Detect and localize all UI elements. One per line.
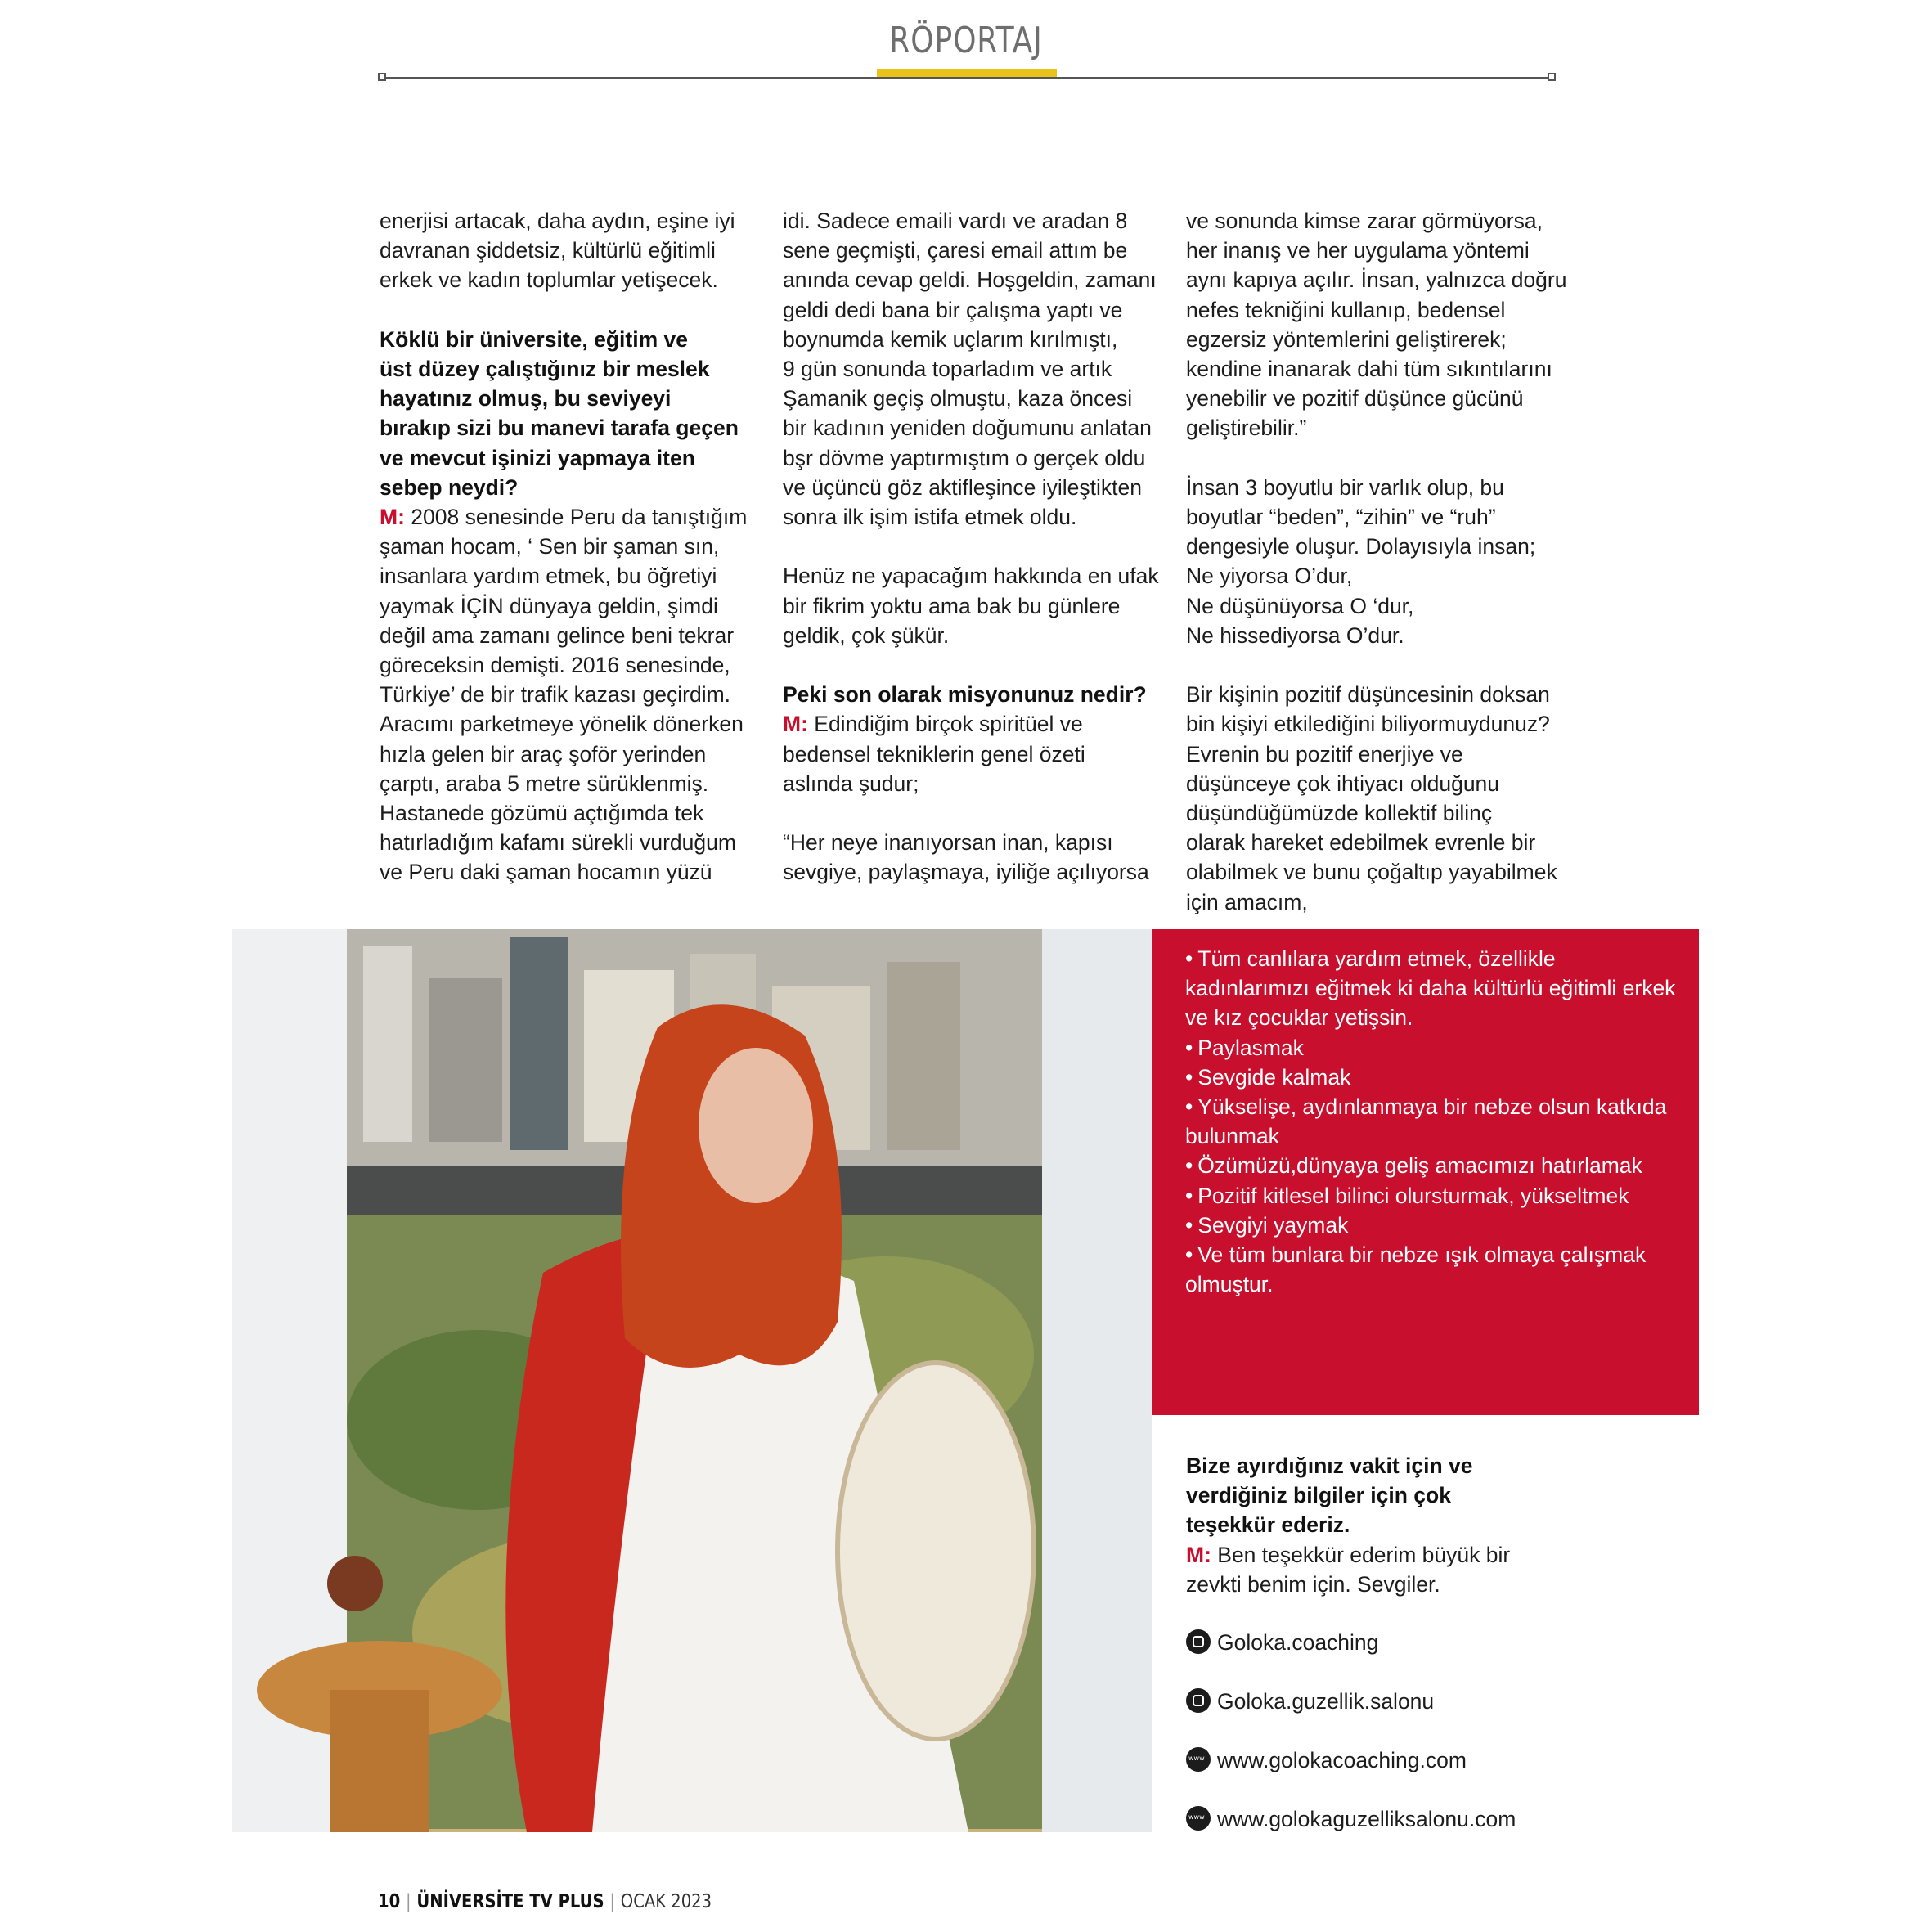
instagram-link-salon[interactable]: Goloka.guzellik.salonu: [1186, 1687, 1434, 1716]
interview-answer: M: Ben teşekkür ederim büyük bir zevkti benim için. Sevgiler.: [1186, 1542, 1511, 1597]
article-column-1: [380, 206, 756, 887]
interview-answer: M: 2008 senesinde Peru da tanıştığım şaman hocam, ‘ Sen bir şaman sın, insanlara yardım etmek, bu öğretiyi yaymak İÇİN dünyaya geldin, şimdi değil ama zamanı gelince beni tekrar göreceksin demişti. 2016 senesinde, Türkiye’ de bir trafik kazası geçirdim. Aracımı parketmeye yönelik dönerken hızla gelen bir araç şoför yerinden çarptı, araba 5 metre sürüklenmiş. Hastanede gözümü açtığımda tek hatırladığım kafamı sürekli vurduğum ve Peru daki şaman hocamın yüzü: [380, 505, 748, 885]
website-link-coaching[interactable]: wwwwww.golokacoaching.com: [1186, 1746, 1467, 1775]
interview-question: Bize ayırdığınız vakit için ve verdiğiniz bilgiler için çok teşekkür ederiz.: [1186, 1453, 1473, 1538]
list-item: • Yükselişe, aydınlanmaya bir nebze olsun katkıda bulunmak: [1185, 1092, 1676, 1151]
page-number: 10: [378, 1891, 401, 1912]
speaker-label: M:: [380, 505, 405, 530]
instagram-link-coaching[interactable]: Goloka.coaching: [1186, 1628, 1378, 1657]
header-rule-end-left: [378, 73, 386, 81]
instagram-icon: [1186, 1629, 1211, 1654]
speaker-label: M:: [783, 712, 808, 737]
list-item: • Sevgiyi yaymak: [1185, 1211, 1676, 1240]
list-item: • Ve tüm bunlara bir nebze ışık olmaya çalışmak olmuştur.: [1185, 1240, 1676, 1299]
web-icon: [1186, 1747, 1211, 1772]
portrait-photo: [232, 929, 1152, 1832]
header-rule: [381, 77, 1552, 79]
interview-question: Peki son olarak misyonunuz nedir?: [783, 682, 1147, 708]
web-icon: [1186, 1806, 1211, 1831]
list-item: • Özümüzü,dünyaya geliş amacımızı hatırlamak: [1185, 1151, 1676, 1180]
interview-question: Köklü bir üniversite, eğitim ve üst düzey çalıştığınız bir meslek hayatınız olmuş, bu seviyeyi bırakıp sizi bu manevi tarafa geçen ve mevcut işinizi yapmaya iten sebep neydi?: [380, 326, 739, 500]
paragraph: İnsan 3 boyutlu bir varlık olup, bu boyutlar “beden”, “zihin” ve “ruh” dengesiyle oluşur. Dolayısıyla insan; Ne yiyorsa O’dur, Ne düşünüyorsa O ‘dur, Ne hissediyorsa O’dur.: [1186, 474, 1536, 648]
instagram-icon: [1186, 1688, 1211, 1713]
list-item: • Paylasmak: [1185, 1033, 1676, 1063]
list-item: • Pozitif kitlesel bilinci olursturmak, yükseltmek: [1185, 1181, 1676, 1211]
quote-paragraph: “Her neye inanıyorsan inan, kapısı sevgiye, paylaşmaya, iyiliğe açılıyorsa: [783, 830, 1149, 885]
header-rule-end-right: [1548, 73, 1556, 81]
article-column-3: [1186, 206, 1570, 917]
magazine-name: ÜNİVERSİTE TV PLUS: [416, 1891, 604, 1912]
website-link-salon[interactable]: wwwwww.golokaguzelliksalonu.com: [1186, 1804, 1516, 1834]
issue-date: OCAK 2023: [620, 1891, 712, 1912]
mission-box: [1152, 929, 1699, 1415]
mission-list: [1152, 929, 1699, 1299]
paragraph: Henüz ne yapacağım hakkında en ufak bir fikrim yoktu ama bak bu günlere geldik, çok şükür.: [783, 564, 1159, 648]
list-item: • Tüm canlılara yardım etmek, özellikle kadınlarımızı eğitmek ki daha kültürlü eğitimli erkek ve kız çocuklar yetişsin.: [1185, 944, 1676, 1033]
interview-answer: M: Edindiğim birçok spiritüel ve bedensel tekniklerin genel özeti aslında şudur;: [783, 712, 1085, 796]
article-column-2: [783, 206, 1159, 887]
paragraph: idi. Sadece emaili vardı ve aradan 8 sene geçmişti, çaresi email attım be anında cevap geldi. Hoşgeldin, zamanı geldi dedi bana bir çalışma yaptı ve boynumda kemik uçlarım kırılmıştı, 9 gün sonunda toparladım ve artık Şamanik geçiş olmuştu, kaza öncesi bir kadının yeniden doğumunu anlatan bşr dövme yaptırmıştım o gerçek oldu ve üçüncü göz aktifleşince iyileştikten sonra ilk işim istifa etmek oldu.: [783, 209, 1157, 530]
speaker-label: M:: [1186, 1542, 1211, 1567]
paragraph: ve sonunda kimse zarar görmüyorsa, her inanış ve her uygulama yöntemi aynı kapıya açılır. İnsan, yalnızca doğru nefes tekniğini kullanıp, bedensel egzersiz yöntemlerini geliştirerek; kendine inanarak dahi tüm sıkıntılarını yenebilir ve pozitif düşünce gücünü geliştirebilir.”: [1186, 209, 1567, 441]
closing-section: [1186, 1451, 1570, 1599]
list-item: • Sevgide kalmak: [1185, 1063, 1676, 1092]
page-footer: 10 | ÜNİVERSİTE TV PLUS | OCAK 2023: [378, 1891, 712, 1912]
section-title: RÖPORTAJ: [889, 20, 1043, 61]
paragraph: Bir kişinin pozitif düşüncesinin doksan bin kişiyi etkilediğini biliyormuydunuz? Evrenin bu pozitif enerjiye ve düşünceye çok ihtiyacı olduğunu düşündüğümüzde kollektif bilinç olarak hareket edebilmek evrenle bir olabilmek ve bunu çoğaltıp yayabilmek için amacım,: [1186, 682, 1557, 914]
paragraph: enerjisi artacak, daha aydın, eşine iyi davranan şiddetsiz, kültürlü eğitimli erkek ve kadın toplumlar yetişecek.: [380, 209, 735, 293]
photo-illustration: [232, 929, 1152, 1832]
